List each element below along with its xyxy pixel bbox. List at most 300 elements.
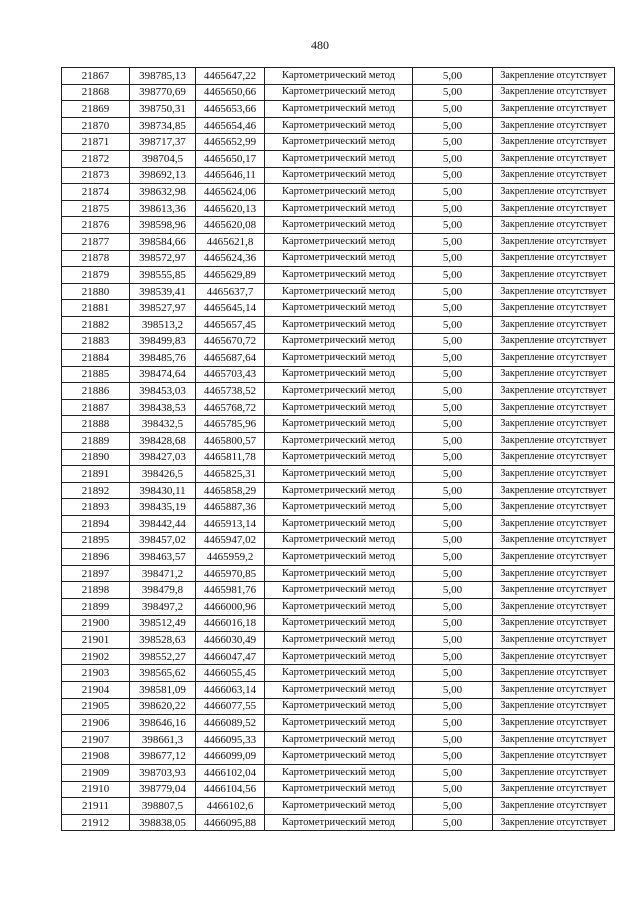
y-coordinate-cell: 4465650,17 bbox=[196, 150, 265, 167]
method-cell: Картометрический метод bbox=[265, 250, 413, 267]
accuracy-cell: 5,00 bbox=[413, 250, 493, 267]
fixation-cell: Закрепление отсутствует bbox=[493, 200, 615, 217]
accuracy-cell: 5,00 bbox=[413, 184, 493, 201]
fixation-cell: Закрепление отсутствует bbox=[493, 449, 615, 466]
table-row bbox=[62, 764, 615, 781]
table-row bbox=[62, 565, 615, 582]
table-row bbox=[62, 399, 615, 416]
fixation-cell: Закрепление отсутствует bbox=[493, 283, 615, 300]
fixation-cell: Закрепление отсутствует bbox=[493, 300, 615, 317]
fixation-cell: Закрепление отсутствует bbox=[493, 217, 615, 234]
y-coordinate-cell: 4466047,47 bbox=[196, 648, 265, 665]
y-coordinate-cell: 4466102,6 bbox=[196, 798, 265, 815]
method-cell: Картометрический метод bbox=[265, 184, 413, 201]
table-row bbox=[62, 383, 615, 400]
accuracy-cell: 5,00 bbox=[413, 731, 493, 748]
fixation-cell: Закрепление отсутствует bbox=[493, 665, 615, 682]
fixation-cell: Закрепление отсутствует bbox=[493, 698, 615, 715]
x-coordinate-cell: 398435,19 bbox=[130, 499, 196, 516]
fixation-cell: Закрепление отсутствует bbox=[493, 416, 615, 433]
fixation-cell: Закрепление отсутствует bbox=[493, 632, 615, 649]
x-coordinate-cell: 398734,85 bbox=[130, 117, 196, 134]
table-row bbox=[62, 731, 615, 748]
x-coordinate-cell: 398779,04 bbox=[130, 781, 196, 798]
x-coordinate-cell: 398704,5 bbox=[130, 150, 196, 167]
accuracy-cell: 5,00 bbox=[413, 399, 493, 416]
table-row bbox=[62, 449, 615, 466]
accuracy-cell: 5,00 bbox=[413, 101, 493, 118]
table-row bbox=[62, 433, 615, 450]
point-number-cell: 21902 bbox=[62, 648, 130, 665]
accuracy-cell: 5,00 bbox=[413, 532, 493, 549]
x-coordinate-cell: 398581,09 bbox=[130, 681, 196, 698]
accuracy-cell: 5,00 bbox=[413, 715, 493, 732]
fixation-cell: Закрепление отсутствует bbox=[493, 150, 615, 167]
method-cell: Картометрический метод bbox=[265, 150, 413, 167]
coordinates-table-body bbox=[62, 68, 615, 831]
method-cell: Картометрический метод bbox=[265, 648, 413, 665]
x-coordinate-cell: 398471,2 bbox=[130, 565, 196, 582]
x-coordinate-cell: 398497,2 bbox=[130, 599, 196, 616]
x-coordinate-cell: 398438,53 bbox=[130, 399, 196, 416]
fixation-cell: Закрепление отсутствует bbox=[493, 648, 615, 665]
accuracy-cell: 5,00 bbox=[413, 300, 493, 317]
y-coordinate-cell: 4465947,02 bbox=[196, 532, 265, 549]
method-cell: Картометрический метод bbox=[265, 134, 413, 151]
method-cell: Картометрический метод bbox=[265, 101, 413, 118]
method-cell: Картометрический метод bbox=[265, 582, 413, 599]
y-coordinate-cell: 4466063,14 bbox=[196, 681, 265, 698]
method-cell: Картометрический метод bbox=[265, 117, 413, 134]
x-coordinate-cell: 398703,93 bbox=[130, 764, 196, 781]
point-number-cell: 21867 bbox=[62, 68, 130, 85]
accuracy-cell: 5,00 bbox=[413, 482, 493, 499]
table-row bbox=[62, 217, 615, 234]
y-coordinate-cell: 4466099,09 bbox=[196, 748, 265, 765]
table-row bbox=[62, 715, 615, 732]
table-row bbox=[62, 250, 615, 267]
fixation-cell: Закрепление отсутствует bbox=[493, 681, 615, 698]
y-coordinate-cell: 4465981,76 bbox=[196, 582, 265, 599]
x-coordinate-cell: 398430,11 bbox=[130, 482, 196, 499]
fixation-cell: Закрепление отсутствует bbox=[493, 399, 615, 416]
method-cell: Картометрический метод bbox=[265, 532, 413, 549]
fixation-cell: Закрепление отсутствует bbox=[493, 798, 615, 815]
y-coordinate-cell: 4465654,46 bbox=[196, 117, 265, 134]
y-coordinate-cell: 4466077,55 bbox=[196, 698, 265, 715]
x-coordinate-cell: 398750,31 bbox=[130, 101, 196, 118]
y-coordinate-cell: 4465970,85 bbox=[196, 565, 265, 582]
x-coordinate-cell: 398512,49 bbox=[130, 615, 196, 632]
method-cell: Картометрический метод bbox=[265, 565, 413, 582]
method-cell: Картометрический метод bbox=[265, 681, 413, 698]
fixation-cell: Закрепление отсутствует bbox=[493, 466, 615, 483]
y-coordinate-cell: 4465825,31 bbox=[196, 466, 265, 483]
fixation-cell: Закрепление отсутствует bbox=[493, 599, 615, 616]
method-cell: Картометрический метод bbox=[265, 665, 413, 682]
point-number-cell: 21907 bbox=[62, 731, 130, 748]
y-coordinate-cell: 4465959,2 bbox=[196, 549, 265, 566]
method-cell: Картометрический метод bbox=[265, 433, 413, 450]
accuracy-cell: 5,00 bbox=[413, 648, 493, 665]
x-coordinate-cell: 398539,41 bbox=[130, 283, 196, 300]
fixation-cell: Закрепление отсутствует bbox=[493, 184, 615, 201]
table-row bbox=[62, 698, 615, 715]
table-row bbox=[62, 134, 615, 151]
fixation-cell: Закрепление отсутствует bbox=[493, 101, 615, 118]
method-cell: Картометрический метод bbox=[265, 399, 413, 416]
method-cell: Картометрический метод bbox=[265, 383, 413, 400]
x-coordinate-cell: 398457,02 bbox=[130, 532, 196, 549]
table-row bbox=[62, 366, 615, 383]
fixation-cell: Закрепление отсутствует bbox=[493, 532, 615, 549]
point-number-cell: 21885 bbox=[62, 366, 130, 383]
accuracy-cell: 5,00 bbox=[413, 665, 493, 682]
method-cell: Картометрический метод bbox=[265, 267, 413, 284]
point-number-cell: 21881 bbox=[62, 300, 130, 317]
accuracy-cell: 5,00 bbox=[413, 781, 493, 798]
table-row bbox=[62, 68, 615, 85]
y-coordinate-cell: 4466000,96 bbox=[196, 599, 265, 616]
fixation-cell: Закрепление отсутствует bbox=[493, 350, 615, 367]
table-row bbox=[62, 300, 615, 317]
method-cell: Картометрический метод bbox=[265, 599, 413, 616]
accuracy-cell: 5,00 bbox=[413, 267, 493, 284]
point-number-cell: 21903 bbox=[62, 665, 130, 682]
x-coordinate-cell: 398453,03 bbox=[130, 383, 196, 400]
x-coordinate-cell: 398632,98 bbox=[130, 184, 196, 201]
point-number-cell: 21905 bbox=[62, 698, 130, 715]
point-number-cell: 21911 bbox=[62, 798, 130, 815]
y-coordinate-cell: 4465647,22 bbox=[196, 68, 265, 85]
point-number-cell: 21888 bbox=[62, 416, 130, 433]
point-number-cell: 21889 bbox=[62, 433, 130, 450]
x-coordinate-cell: 398692,13 bbox=[130, 167, 196, 184]
table-row bbox=[62, 681, 615, 698]
fixation-cell: Закрепление отсутствует bbox=[493, 333, 615, 350]
accuracy-cell: 5,00 bbox=[413, 466, 493, 483]
x-coordinate-cell: 398785,13 bbox=[130, 68, 196, 85]
accuracy-cell: 5,00 bbox=[413, 698, 493, 715]
accuracy-cell: 5,00 bbox=[413, 233, 493, 250]
point-number-cell: 21894 bbox=[62, 516, 130, 533]
method-cell: Картометрический метод bbox=[265, 466, 413, 483]
y-coordinate-cell: 4465785,96 bbox=[196, 416, 265, 433]
y-coordinate-cell: 4466016,18 bbox=[196, 615, 265, 632]
point-number-cell: 21875 bbox=[62, 200, 130, 217]
table-row bbox=[62, 549, 615, 566]
accuracy-cell: 5,00 bbox=[413, 68, 493, 85]
x-coordinate-cell: 398661,3 bbox=[130, 731, 196, 748]
method-cell: Картометрический метод bbox=[265, 68, 413, 85]
y-coordinate-cell: 4465645,14 bbox=[196, 300, 265, 317]
point-number-cell: 21895 bbox=[62, 532, 130, 549]
table-row bbox=[62, 117, 615, 134]
accuracy-cell: 5,00 bbox=[413, 565, 493, 582]
table-row bbox=[62, 748, 615, 765]
table-row bbox=[62, 316, 615, 333]
x-coordinate-cell: 398584,66 bbox=[130, 233, 196, 250]
y-coordinate-cell: 4465703,43 bbox=[196, 366, 265, 383]
accuracy-cell: 5,00 bbox=[413, 615, 493, 632]
accuracy-cell: 5,00 bbox=[413, 814, 493, 831]
x-coordinate-cell: 398432,5 bbox=[130, 416, 196, 433]
fixation-cell: Закрепление отсутствует bbox=[493, 134, 615, 151]
y-coordinate-cell: 4466030,49 bbox=[196, 632, 265, 649]
table-row bbox=[62, 582, 615, 599]
point-number-cell: 21887 bbox=[62, 399, 130, 416]
y-coordinate-cell: 4466055,45 bbox=[196, 665, 265, 682]
y-coordinate-cell: 4465653,66 bbox=[196, 101, 265, 118]
x-coordinate-cell: 398598,96 bbox=[130, 217, 196, 234]
y-coordinate-cell: 4465738,52 bbox=[196, 383, 265, 400]
y-coordinate-cell: 4465629,89 bbox=[196, 267, 265, 284]
accuracy-cell: 5,00 bbox=[413, 366, 493, 383]
point-number-cell: 21897 bbox=[62, 565, 130, 582]
point-number-cell: 21869 bbox=[62, 101, 130, 118]
table-row bbox=[62, 283, 615, 300]
table-row bbox=[62, 84, 615, 101]
table-row bbox=[62, 150, 615, 167]
y-coordinate-cell: 4465620,08 bbox=[196, 217, 265, 234]
method-cell: Картометрический метод bbox=[265, 615, 413, 632]
x-coordinate-cell: 398527,97 bbox=[130, 300, 196, 317]
y-coordinate-cell: 4465858,29 bbox=[196, 482, 265, 499]
point-number-cell: 21906 bbox=[62, 715, 130, 732]
point-number-cell: 21870 bbox=[62, 117, 130, 134]
x-coordinate-cell: 398838,05 bbox=[130, 814, 196, 831]
fixation-cell: Закрепление отсутствует bbox=[493, 316, 615, 333]
table-row bbox=[62, 466, 615, 483]
point-number-cell: 21868 bbox=[62, 84, 130, 101]
fixation-cell: Закрепление отсутствует bbox=[493, 482, 615, 499]
x-coordinate-cell: 398555,85 bbox=[130, 267, 196, 284]
point-number-cell: 21871 bbox=[62, 134, 130, 151]
x-coordinate-cell: 398807,5 bbox=[130, 798, 196, 815]
y-coordinate-cell: 4465800,57 bbox=[196, 433, 265, 450]
table-row bbox=[62, 632, 615, 649]
y-coordinate-cell: 4465637,7 bbox=[196, 283, 265, 300]
method-cell: Картометрический метод bbox=[265, 84, 413, 101]
y-coordinate-cell: 4466104,56 bbox=[196, 781, 265, 798]
accuracy-cell: 5,00 bbox=[413, 200, 493, 217]
x-coordinate-cell: 398426,5 bbox=[130, 466, 196, 483]
accuracy-cell: 5,00 bbox=[413, 433, 493, 450]
method-cell: Картометрический метод bbox=[265, 632, 413, 649]
table-row bbox=[62, 599, 615, 616]
x-coordinate-cell: 398499,83 bbox=[130, 333, 196, 350]
table-row bbox=[62, 184, 615, 201]
accuracy-cell: 5,00 bbox=[413, 416, 493, 433]
method-cell: Картометрический метод bbox=[265, 764, 413, 781]
y-coordinate-cell: 4466089,52 bbox=[196, 715, 265, 732]
method-cell: Картометрический метод bbox=[265, 731, 413, 748]
method-cell: Картометрический метод bbox=[265, 549, 413, 566]
accuracy-cell: 5,00 bbox=[413, 748, 493, 765]
x-coordinate-cell: 398565,62 bbox=[130, 665, 196, 682]
y-coordinate-cell: 4465652,99 bbox=[196, 134, 265, 151]
x-coordinate-cell: 398552,27 bbox=[130, 648, 196, 665]
table-row bbox=[62, 615, 615, 632]
x-coordinate-cell: 398717,37 bbox=[130, 134, 196, 151]
point-number-cell: 21898 bbox=[62, 582, 130, 599]
accuracy-cell: 5,00 bbox=[413, 798, 493, 815]
x-coordinate-cell: 398442,44 bbox=[130, 516, 196, 533]
point-number-cell: 21873 bbox=[62, 167, 130, 184]
x-coordinate-cell: 398770,69 bbox=[130, 84, 196, 101]
accuracy-cell: 5,00 bbox=[413, 383, 493, 400]
fixation-cell: Закрепление отсутствует bbox=[493, 433, 615, 450]
accuracy-cell: 5,00 bbox=[413, 167, 493, 184]
y-coordinate-cell: 4465646,11 bbox=[196, 167, 265, 184]
fixation-cell: Закрепление отсутствует bbox=[493, 565, 615, 582]
method-cell: Картометрический метод bbox=[265, 715, 413, 732]
point-number-cell: 21901 bbox=[62, 632, 130, 649]
x-coordinate-cell: 398479,8 bbox=[130, 582, 196, 599]
accuracy-cell: 5,00 bbox=[413, 632, 493, 649]
y-coordinate-cell: 4465624,36 bbox=[196, 250, 265, 267]
fixation-cell: Закрепление отсутствует bbox=[493, 68, 615, 85]
fixation-cell: Закрепление отсутствует bbox=[493, 499, 615, 516]
table-row bbox=[62, 781, 615, 798]
x-coordinate-cell: 398677,12 bbox=[130, 748, 196, 765]
y-coordinate-cell: 4465913,14 bbox=[196, 516, 265, 533]
point-number-cell: 21884 bbox=[62, 350, 130, 367]
point-number-cell: 21876 bbox=[62, 217, 130, 234]
method-cell: Картометрический метод bbox=[265, 233, 413, 250]
x-coordinate-cell: 398463,57 bbox=[130, 549, 196, 566]
point-number-cell: 21882 bbox=[62, 316, 130, 333]
accuracy-cell: 5,00 bbox=[413, 350, 493, 367]
accuracy-cell: 5,00 bbox=[413, 117, 493, 134]
method-cell: Картометрический метод bbox=[265, 449, 413, 466]
point-number-cell: 21900 bbox=[62, 615, 130, 632]
method-cell: Картометрический метод bbox=[265, 200, 413, 217]
y-coordinate-cell: 4465650,66 bbox=[196, 84, 265, 101]
y-coordinate-cell: 4465624,06 bbox=[196, 184, 265, 201]
table-row bbox=[62, 516, 615, 533]
method-cell: Картометрический метод bbox=[265, 499, 413, 516]
y-coordinate-cell: 4465687,64 bbox=[196, 350, 265, 367]
method-cell: Картометрический метод bbox=[265, 814, 413, 831]
point-number-cell: 21910 bbox=[62, 781, 130, 798]
point-number-cell: 21893 bbox=[62, 499, 130, 516]
fixation-cell: Закрепление отсутствует bbox=[493, 167, 615, 184]
table-row bbox=[62, 200, 615, 217]
table-row bbox=[62, 532, 615, 549]
table-row bbox=[62, 798, 615, 815]
y-coordinate-cell: 4465657,45 bbox=[196, 316, 265, 333]
point-number-cell: 21874 bbox=[62, 184, 130, 201]
page-number: 480 bbox=[311, 38, 329, 52]
accuracy-cell: 5,00 bbox=[413, 549, 493, 566]
point-number-cell: 21883 bbox=[62, 333, 130, 350]
point-number-cell: 21879 bbox=[62, 267, 130, 284]
point-number-cell: 21904 bbox=[62, 681, 130, 698]
point-number-cell: 21899 bbox=[62, 599, 130, 616]
method-cell: Картометрический метод bbox=[265, 316, 413, 333]
fixation-cell: Закрепление отсутствует bbox=[493, 781, 615, 798]
table-row bbox=[62, 814, 615, 831]
fixation-cell: Закрепление отсутствует bbox=[493, 250, 615, 267]
accuracy-cell: 5,00 bbox=[413, 449, 493, 466]
method-cell: Картометрический метод bbox=[265, 798, 413, 815]
table-row bbox=[62, 416, 615, 433]
accuracy-cell: 5,00 bbox=[413, 582, 493, 599]
point-number-cell: 21896 bbox=[62, 549, 130, 566]
fixation-cell: Закрепление отсутствует bbox=[493, 516, 615, 533]
fixation-cell: Закрепление отсутствует bbox=[493, 764, 615, 781]
x-coordinate-cell: 398528,63 bbox=[130, 632, 196, 649]
x-coordinate-cell: 398485,76 bbox=[130, 350, 196, 367]
fixation-cell: Закрепление отсутствует bbox=[493, 233, 615, 250]
fixation-cell: Закрепление отсутствует bbox=[493, 383, 615, 400]
x-coordinate-cell: 398513,2 bbox=[130, 316, 196, 333]
y-coordinate-cell: 4465768,72 bbox=[196, 399, 265, 416]
point-number-cell: 21880 bbox=[62, 283, 130, 300]
coordinates-table bbox=[61, 67, 615, 831]
accuracy-cell: 5,00 bbox=[413, 134, 493, 151]
accuracy-cell: 5,00 bbox=[413, 316, 493, 333]
fixation-cell: Закрепление отсутствует bbox=[493, 715, 615, 732]
y-coordinate-cell: 4465887,36 bbox=[196, 499, 265, 516]
method-cell: Картометрический метод bbox=[265, 167, 413, 184]
method-cell: Картометрический метод bbox=[265, 416, 413, 433]
method-cell: Картометрический метод bbox=[265, 300, 413, 317]
fixation-cell: Закрепление отсутствует bbox=[493, 814, 615, 831]
accuracy-cell: 5,00 bbox=[413, 681, 493, 698]
accuracy-cell: 5,00 bbox=[413, 516, 493, 533]
fixation-cell: Закрепление отсутствует bbox=[493, 84, 615, 101]
point-number-cell: 21909 bbox=[62, 764, 130, 781]
accuracy-cell: 5,00 bbox=[413, 150, 493, 167]
point-number-cell: 21877 bbox=[62, 233, 130, 250]
point-number-cell: 21912 bbox=[62, 814, 130, 831]
fixation-cell: Закрепление отсутствует bbox=[493, 549, 615, 566]
accuracy-cell: 5,00 bbox=[413, 499, 493, 516]
table-row bbox=[62, 101, 615, 118]
method-cell: Картометрический метод bbox=[265, 350, 413, 367]
table-row bbox=[62, 648, 615, 665]
table-row bbox=[62, 333, 615, 350]
method-cell: Картометрический метод bbox=[265, 516, 413, 533]
x-coordinate-cell: 398572,97 bbox=[130, 250, 196, 267]
accuracy-cell: 5,00 bbox=[413, 283, 493, 300]
table-row bbox=[62, 267, 615, 284]
fixation-cell: Закрепление отсутствует bbox=[493, 615, 615, 632]
point-number-cell: 21878 bbox=[62, 250, 130, 267]
y-coordinate-cell: 4465811,78 bbox=[196, 449, 265, 466]
y-coordinate-cell: 4465670,72 bbox=[196, 333, 265, 350]
x-coordinate-cell: 398646,16 bbox=[130, 715, 196, 732]
accuracy-cell: 5,00 bbox=[413, 599, 493, 616]
point-number-cell: 21886 bbox=[62, 383, 130, 400]
point-number-cell: 21892 bbox=[62, 482, 130, 499]
fixation-cell: Закрепление отсутствует bbox=[493, 267, 615, 284]
point-number-cell: 21872 bbox=[62, 150, 130, 167]
method-cell: Картометрический метод bbox=[265, 217, 413, 234]
x-coordinate-cell: 398474,64 bbox=[130, 366, 196, 383]
method-cell: Картометрический метод bbox=[265, 283, 413, 300]
fixation-cell: Закрепление отсутствует bbox=[493, 366, 615, 383]
method-cell: Картометрический метод bbox=[265, 698, 413, 715]
fixation-cell: Закрепление отсутствует bbox=[493, 731, 615, 748]
fixation-cell: Закрепление отсутствует bbox=[493, 748, 615, 765]
y-coordinate-cell: 4465621,8 bbox=[196, 233, 265, 250]
method-cell: Картометрический метод bbox=[265, 781, 413, 798]
table-row bbox=[62, 665, 615, 682]
table-row bbox=[62, 482, 615, 499]
